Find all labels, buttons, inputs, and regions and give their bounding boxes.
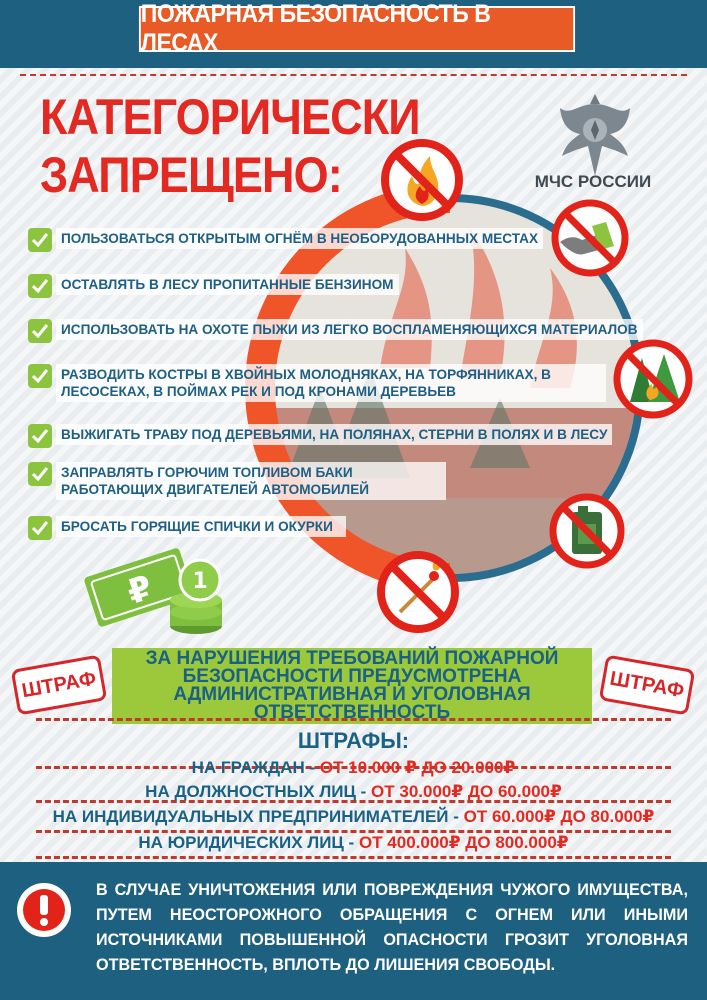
fine-stamp-right: ШТРАФ xyxy=(599,655,696,716)
fine-row xyxy=(0,833,707,853)
check-icon xyxy=(28,364,52,388)
list-item xyxy=(28,364,606,402)
no-canister-icon xyxy=(546,490,628,572)
check-icon xyxy=(28,424,52,448)
no-fire-icon xyxy=(378,136,466,224)
prohibition-text: РАЗВОДИТЬ КОСТРЫ В ХВОЙНЫХ МОЛОДНЯКАХ, НА ТОРФЯННИКАХ, В ЛЕСОСЕКАХ, В ПОЙМАХ РЕК И ПОД КРОНАМИ ДЕРЕВЬЕВ xyxy=(56,364,606,402)
svg-text:1: 1 xyxy=(192,569,208,594)
no-campfire-icon xyxy=(610,336,696,422)
list-item xyxy=(28,516,346,540)
list-item xyxy=(28,319,643,343)
fines-frame xyxy=(36,718,671,721)
fines-frame xyxy=(36,856,671,859)
svg-text:₽: ₽ xyxy=(122,567,158,613)
prohibition-text: ПОЛЬЗОВАТЬСЯ ОТКРЫТЫМ ОГНЁМ В НЕОБОРУДОВАННЫХ МЕСТАХ xyxy=(56,228,543,249)
heading-line-2: ЗАПРЕЩЕНО: xyxy=(40,147,342,203)
fine-row xyxy=(0,782,707,802)
list-item xyxy=(28,424,612,448)
fine-amount: ОТ 60.000₽ ДО 80.000₽ xyxy=(463,807,655,826)
prohibition-text: ВЫЖИГАТЬ ТРАВУ ПОД ДЕРЕВЬЯМИ, НА ПОЛЯНАХ, СТЕРНИ В ПОЛЯХ И В ЛЕСУ xyxy=(56,424,612,445)
prohibition-text: ИСПОЛЬЗОВАТЬ НА ОХОТЕ ПЫЖИ ИЗ ЛЕГКО ВОСПЛАМЕНЯЮЩИХСЯ МАТЕРИАЛОВ xyxy=(56,319,643,340)
list-item xyxy=(28,228,543,252)
emblem-label: МЧС РОССИИ xyxy=(534,172,652,191)
fine-amount: ОТ 30.000₽ ДО 60.000₽ xyxy=(371,782,562,801)
prohibition-text: ОСТАВЛЯТЬ В ЛЕСУ ПРОПИТАННЫЕ БЕНЗИНОМ xyxy=(56,274,399,295)
check-icon xyxy=(28,228,52,252)
fine-amount: ОТ 10.000 ₽ ДО 20.000₽ xyxy=(319,758,516,777)
no-matches-icon xyxy=(374,548,462,636)
fine-subject: НА ИНДИВИДУАЛЬНЫХ ПРЕДПРИНИМАТЕЛЕЙ - xyxy=(52,807,464,826)
fine-amount: ОТ 400.000₽ ДО 800.000₽ xyxy=(358,833,569,852)
prohibition-text: БРОСАТЬ ГОРЯЩИЕ СПИЧКИ И ОКУРКИ xyxy=(56,516,346,537)
check-icon xyxy=(28,274,52,298)
check-icon xyxy=(28,319,52,343)
check-icon xyxy=(28,462,52,486)
warning-text: В СЛУЧАЕ УНИЧТОЖЕНИЯ ИЛИ ПОВРЕЖДЕНИЯ ЧУЖОГО ИМУЩЕСТВА, ПУТЕМ НЕОСТОРОЖНОГО ОБРАЩЕНИЯ С ОГНЕМ ИЛИ ИНЫМИ ИСТОЧНИКАМИ ПОВЫШЕННОЙ ОПАСНОСТИ ГРОЗИТ УГОЛОВНАЯ ОТВЕТСТВЕННОСТЬ, ВПЛОТЬ ДО ЛИШЕНИЯ СВОБОДЫ. xyxy=(96,881,688,974)
liability-notice: ЗА НАРУШЕНИЯ ТРЕБОВАНИЙ ПОЖАРНОЙ БЕЗОПАСНОСТИ ПРЕДУСМОТРЕНА АДМИНИСТРАТИВНАЯ И УГОЛОВНАЯ ОТВЕТСТВЕННОСТЬ xyxy=(112,648,592,724)
list-item xyxy=(28,274,399,298)
fine-row xyxy=(0,807,707,827)
page-title: ПОЖАРНАЯ БЕЗОПАСНОСТЬ В ЛЕСАХ xyxy=(139,6,575,52)
check-icon xyxy=(28,516,52,540)
fine-row xyxy=(0,758,707,778)
warning-icon xyxy=(14,880,74,940)
fine-subject: НА ЮРИДИЧЕСКИХ ЛИЦ - xyxy=(138,833,359,852)
heading-line-1: КАТЕГОРИЧЕСКИ xyxy=(40,89,420,145)
fine-subject: НА ДОЛЖНОСТНЫХ ЛИЦ - xyxy=(145,782,372,801)
fine-subject: НА ГРАЖДАН - xyxy=(191,758,320,777)
prohibition-text: ЗАПРАВЛЯТЬ ГОРЮЧИМ ТОПЛИВОМ БАКИ РАБОТАЮЩИХ ДВИГАТЕЛЕЙ АВТОМОБИЛЕЙ xyxy=(56,462,446,500)
money-icon xyxy=(84,540,234,640)
fines-title: ШТРАФЫ: xyxy=(297,728,410,753)
list-item xyxy=(28,462,446,500)
no-fuel-icon xyxy=(548,196,632,280)
fine-stamp-left: ШТРАФ xyxy=(11,655,108,716)
